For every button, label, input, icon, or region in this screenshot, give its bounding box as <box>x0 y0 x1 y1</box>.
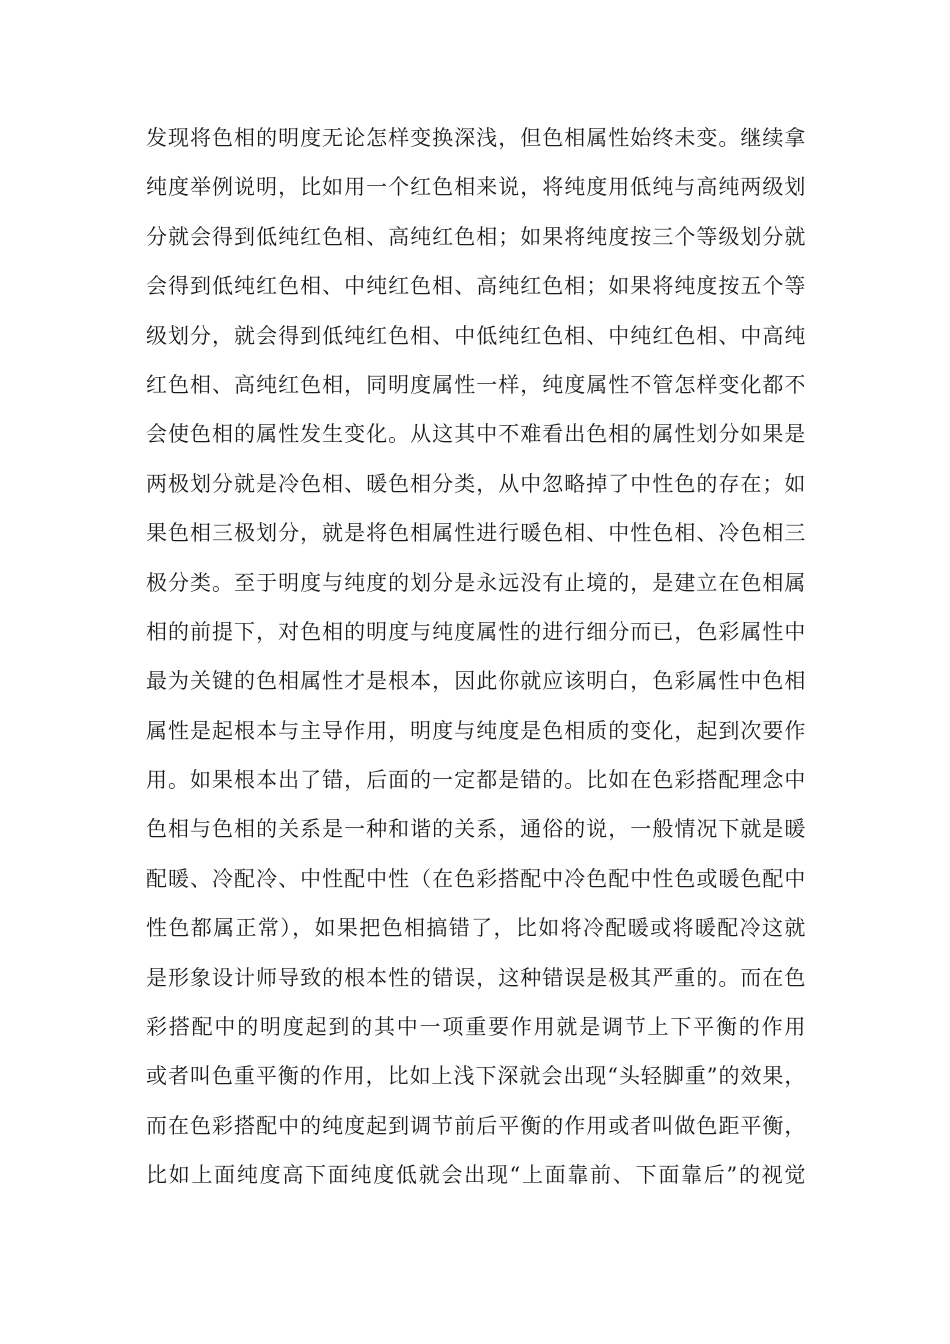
text-line: 而在色彩搭配中的纯度起到调节前后平衡的作用或者叫做色距平衡， <box>146 1113 806 1138</box>
text-line: 或者叫色重平衡的作用，比如上浅下深就会出现“头轻脚重”的效果， <box>146 1064 806 1089</box>
text-line: 红色相、高纯红色相，同明度属性一样，纯度属性不管怎样变化都不 <box>146 372 806 397</box>
text-line: 性色都属正常），如果把色相搞错了，比如将冷配暖或将暖配冷这就 <box>146 916 806 941</box>
text-line: 配暖、冷配冷、中性配中性（在色彩搭配中冷色配中性色或暖色配中 <box>146 866 806 891</box>
text-line: 相的前提下，对色相的明度与纯度属性的进行细分而已，色彩属性中 <box>146 619 806 644</box>
text-line: 会得到低纯红色相、中纯红色相、高纯红色相；如果将纯度按五个等 <box>146 274 806 299</box>
text-line: 最为关键的色相属性才是根本，因此你就应该明白，色彩属性中色相 <box>146 669 806 694</box>
text-line: 用。如果根本出了错，后面的一定都是错的。比如在色彩搭配理念中 <box>146 768 806 793</box>
text-line: 极分类。至于明度与纯度的划分是永远没有止境的，是建立在色相属 <box>146 570 806 595</box>
text-line: 纯度举例说明，比如用一个红色相来说，将纯度用低纯与高纯两级划 <box>146 175 806 200</box>
text-line: 比如上面纯度高下面纯度低就会出现“上面靠前、下面靠后”的视觉 <box>146 1163 806 1188</box>
text-line: 会使色相的属性发生变化。从这其中不难看出色相的属性划分如果是 <box>146 422 806 447</box>
text-line: 分就会得到低纯红色相、高纯红色相；如果将纯度按三个等级划分就 <box>146 224 806 249</box>
text-line: 发现将色相的明度无论怎样变换深浅，但色相属性始终未变。继续拿 <box>146 126 806 150</box>
text-line: 属性是起根本与主导作用，明度与纯度是色相质的变化，起到次要作 <box>146 718 806 743</box>
text-line: 级划分，就会得到低纯红色相、中低纯红色相、中纯红色相、中高纯 <box>146 323 806 348</box>
text-line: 果色相三极划分，就是将色相属性进行暖色相、中性色相、冷色相三 <box>146 521 806 546</box>
text-line: 是形象设计师导致的根本性的错误，这种错误是极其严重的。而在色 <box>146 965 806 990</box>
text-line: 彩搭配中的明度起到的其中一项重要作用就是调节上下平衡的作用 <box>146 1015 806 1040</box>
text-line: 色相与色相的关系是一种和谐的关系，通俗的说，一般情况下就是暖 <box>146 817 806 842</box>
text-line: 两极划分就是冷色相、暖色相分类，从中忽略掉了中性色的存在；如 <box>146 471 806 496</box>
body-paragraph <box>146 114 806 1201</box>
